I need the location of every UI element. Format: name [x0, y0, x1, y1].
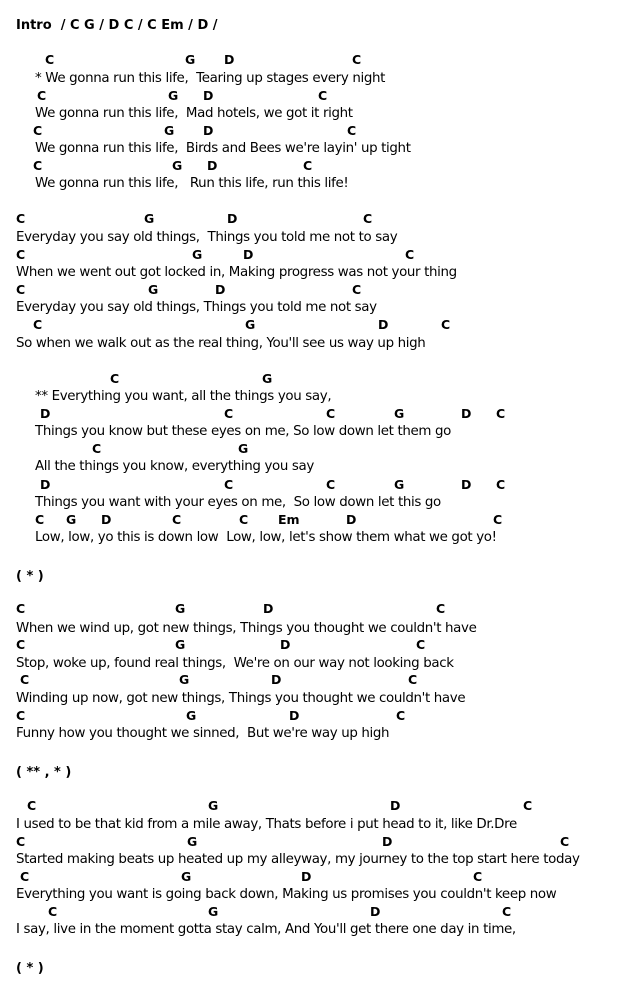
repeat-marker: ( * ) [16, 961, 44, 976]
lyric-line: We gonna run this life, Birds and Bees we're layin' up tight [35, 141, 411, 156]
chord: G [144, 211, 155, 226]
chord: C [363, 211, 373, 226]
chord: G [185, 52, 196, 67]
chord: D [101, 512, 112, 527]
chord: C [16, 211, 26, 226]
lyric-line: We gonna run this life, Mad hotels, we got it right [35, 106, 353, 121]
chord: C [33, 158, 43, 173]
intro-line: Intro / C G / D C / C Em / D / [16, 18, 218, 33]
chord: C [560, 834, 570, 849]
chord: G [262, 371, 273, 386]
chord: G [148, 282, 159, 297]
chord: C [110, 371, 120, 386]
lyric-line: Stop, woke up, found real things, We're on our way not looking back [16, 656, 454, 671]
chord: G [164, 123, 175, 138]
chord: C [35, 512, 45, 527]
chord: C [16, 601, 26, 616]
chord: D [207, 158, 218, 173]
chord: C [27, 798, 37, 813]
chord: D [301, 869, 312, 884]
chord: C [48, 904, 58, 919]
chord: C [408, 672, 418, 687]
lyric-line: * We gonna run this life, Tearing up stages every night [35, 71, 386, 86]
chord: G [192, 247, 203, 262]
chord: C [37, 88, 47, 103]
lyric-line: Things you know but these eyes on me, So low down let them go [35, 424, 451, 439]
chord: C [45, 52, 55, 67]
chord: C [303, 158, 313, 173]
lyric-line: When we went out got locked in, Making progress was not your thing [16, 265, 457, 280]
chord: Em [278, 512, 300, 527]
chord: G [66, 512, 77, 527]
chord: D [224, 52, 235, 67]
chord: C [326, 477, 336, 492]
chord: D [382, 834, 393, 849]
chord: C [172, 512, 182, 527]
chord: D [227, 211, 238, 226]
chord: D [243, 247, 254, 262]
lyric-line: Started making beats up heated up my alleyway, my journey to the top start here today [16, 852, 580, 867]
chord: G [238, 441, 249, 456]
chord: G [187, 834, 198, 849]
chord: C [20, 869, 30, 884]
chord: C [326, 406, 336, 421]
chord: C [20, 672, 30, 687]
chord: D [390, 798, 401, 813]
chord: C [416, 637, 426, 652]
chord: C [523, 798, 533, 813]
chord: C [224, 477, 234, 492]
chord: C [436, 601, 446, 616]
chord: C [352, 52, 362, 67]
chord: G [168, 88, 179, 103]
chord: C [347, 123, 357, 138]
chord: C [16, 708, 26, 723]
repeat-marker: ( ** , * ) [16, 765, 72, 780]
chord: C [33, 317, 43, 332]
chord: C [33, 123, 43, 138]
chord: G [186, 708, 197, 723]
lyric-line: Everyday you say old things, Things you told me not say [16, 300, 377, 315]
chord: D [40, 406, 51, 421]
chord: C [502, 904, 512, 919]
lyric-line: We gonna run this life, Run this life, run this life! [35, 176, 349, 191]
chord: C [224, 406, 234, 421]
chord: C [496, 406, 506, 421]
chord: G [179, 672, 190, 687]
chord: C [16, 637, 26, 652]
chord: G [208, 798, 219, 813]
chord: D [378, 317, 389, 332]
chord: C [441, 317, 451, 332]
chord: D [203, 123, 214, 138]
chord: D [271, 672, 282, 687]
chord: D [203, 88, 214, 103]
chord: C [396, 708, 406, 723]
chord: C [493, 512, 503, 527]
chord: D [461, 406, 472, 421]
lyric-line: All the things you know, everything you say [35, 459, 314, 474]
chord: G [175, 601, 186, 616]
chord: C [16, 247, 26, 262]
lyric-line: So when we walk out as the real thing, You'll see us way up high [16, 336, 426, 351]
lyric-line: Funny how you thought we sinned, But we're way up high [16, 726, 390, 741]
lyric-line: Everyday you say old things, Things you told me not to say [16, 230, 398, 245]
chord: G [172, 158, 183, 173]
chord: G [181, 869, 192, 884]
chord: D [346, 512, 357, 527]
chord: D [40, 477, 51, 492]
chord: D [215, 282, 226, 297]
chord: G [175, 637, 186, 652]
chord: G [394, 406, 405, 421]
lyric-line: I say, live in the moment gotta stay calm, And You'll get there one day in time, [16, 922, 516, 937]
chord: C [496, 477, 506, 492]
chord: G [394, 477, 405, 492]
lyric-line: I used to be that kid from a mile away, Thats before i put head to it, like Dr.Dre [16, 817, 517, 832]
lyric-line: Things you want with your eyes on me, So low down let this go [35, 495, 441, 510]
chord: C [239, 512, 249, 527]
lyric-line: Low, low, yo this is down low Low, low, let's show them what we got yo! [35, 530, 497, 545]
chord: G [245, 317, 256, 332]
chord: D [280, 637, 291, 652]
chord: D [289, 708, 300, 723]
chord: D [461, 477, 472, 492]
chord: C [352, 282, 362, 297]
chord: C [473, 869, 483, 884]
lyric-line: Everything you want is going back down, Making us promises you couldn't keep now [16, 887, 557, 902]
chord: C [318, 88, 328, 103]
chord: C [16, 282, 26, 297]
chord: C [16, 834, 26, 849]
chord: D [263, 601, 274, 616]
chord: C [92, 441, 102, 456]
lyric-line: ** Everything you want, all the things you say, [35, 389, 332, 404]
chord: G [208, 904, 219, 919]
chord: C [405, 247, 415, 262]
lyric-line: When we wind up, got new things, Things you thought we couldn't have [16, 621, 477, 636]
lyric-line: Winding up now, got new things, Things you thought we couldn't have [16, 691, 466, 706]
chord: D [370, 904, 381, 919]
repeat-marker: ( * ) [16, 569, 44, 584]
